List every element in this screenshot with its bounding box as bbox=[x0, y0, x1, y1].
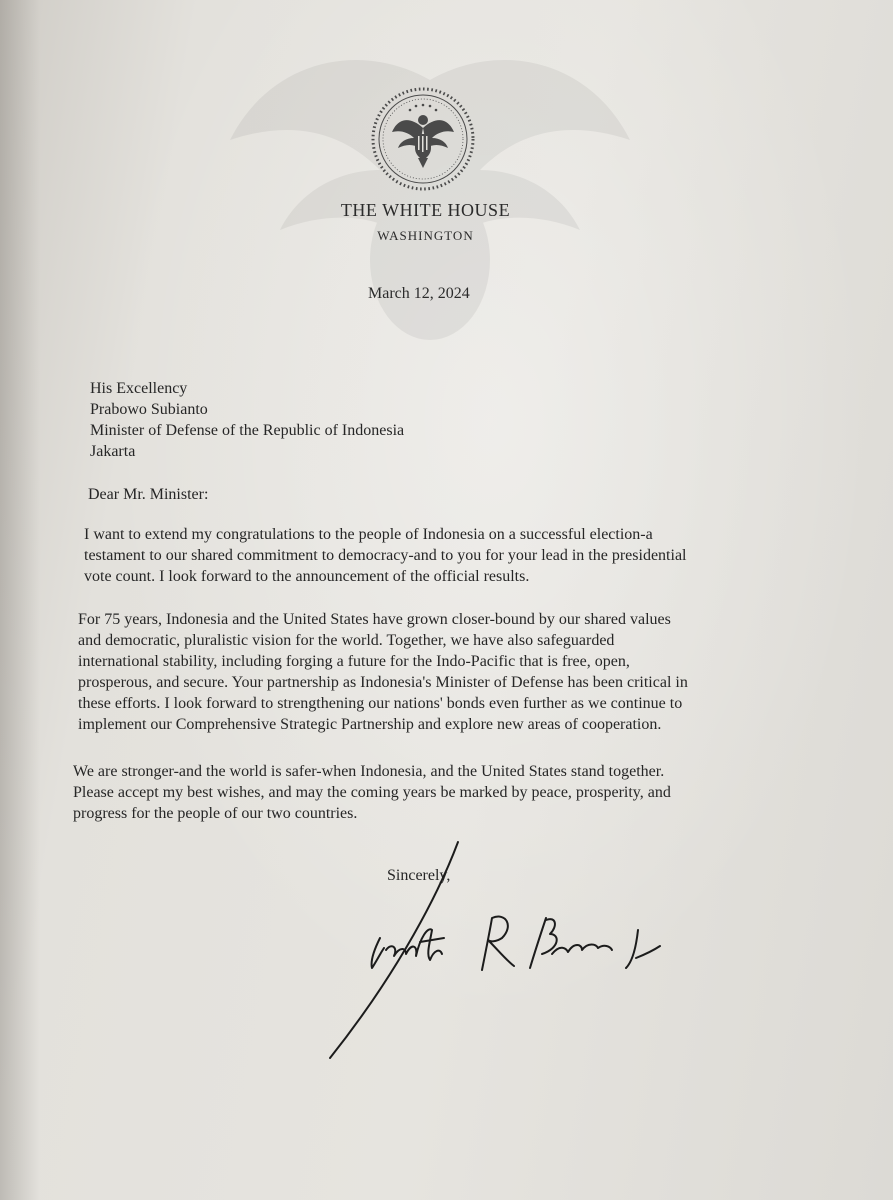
letter-date: March 12, 2024 bbox=[368, 285, 470, 302]
handwritten-signature-icon bbox=[320, 830, 680, 1070]
paragraph-line: progress for the people of our two countries. bbox=[73, 805, 358, 822]
letterhead-subtitle: WASHINGTON bbox=[377, 228, 474, 243]
letterhead-title: THE WHITE HOUSE bbox=[340, 200, 511, 220]
address-line: Minister of Defense of the Republic of Indonesia bbox=[90, 422, 405, 439]
closing: Sincerely, bbox=[387, 867, 451, 884]
body-paragraph-1 bbox=[84, 524, 804, 587]
paragraph-line: testament to our shared commitment to democracy-and to you for your lead in the presidential bbox=[84, 547, 687, 564]
address-line: Prabowo Subianto bbox=[90, 401, 208, 418]
page-shadow bbox=[0, 0, 40, 1200]
paragraph-line: these efforts. I look forward to strengthening our nations' bonds even further as we continue to bbox=[78, 695, 683, 712]
paragraph-line: and democratic, pluralistic vision for the world. Together, we have also safeguarded bbox=[78, 632, 615, 649]
paragraph-line: implement our Comprehensive Strategic Partnership and explore new areas of cooperation. bbox=[78, 716, 662, 733]
address-line: His Excellency bbox=[90, 380, 188, 397]
paragraph-line: vote count. I look forward to the announcement of the official results. bbox=[84, 568, 530, 585]
salutation: Dear Mr. Minister: bbox=[88, 486, 209, 503]
paragraph-line: Please accept my best wishes, and may the coming years be marked by peace, prosperity, and bbox=[73, 784, 671, 801]
address-line: Jakarta bbox=[90, 443, 136, 460]
body-paragraph-2 bbox=[78, 609, 798, 735]
recipient-address bbox=[90, 378, 810, 462]
paragraph-line: prosperous, and secure. Your partnership as Indonesia's Minister of Defense has been critical in bbox=[78, 674, 688, 691]
paragraph-line: international stability, including forging a future for the Indo-Pacific that is free, open, bbox=[78, 653, 630, 670]
presidential-seal-icon bbox=[370, 86, 476, 192]
paragraph-line: We are stronger-and the world is safer-when Indonesia, and the United States stand together. bbox=[73, 763, 665, 780]
paragraph-line: For 75 years, Indonesia and the United States have grown closer-bound by our shared values bbox=[78, 611, 671, 628]
paragraph-line: I want to extend my congratulations to the people of Indonesia on a successful election-a bbox=[84, 526, 653, 543]
body-paragraph-3 bbox=[73, 761, 793, 824]
